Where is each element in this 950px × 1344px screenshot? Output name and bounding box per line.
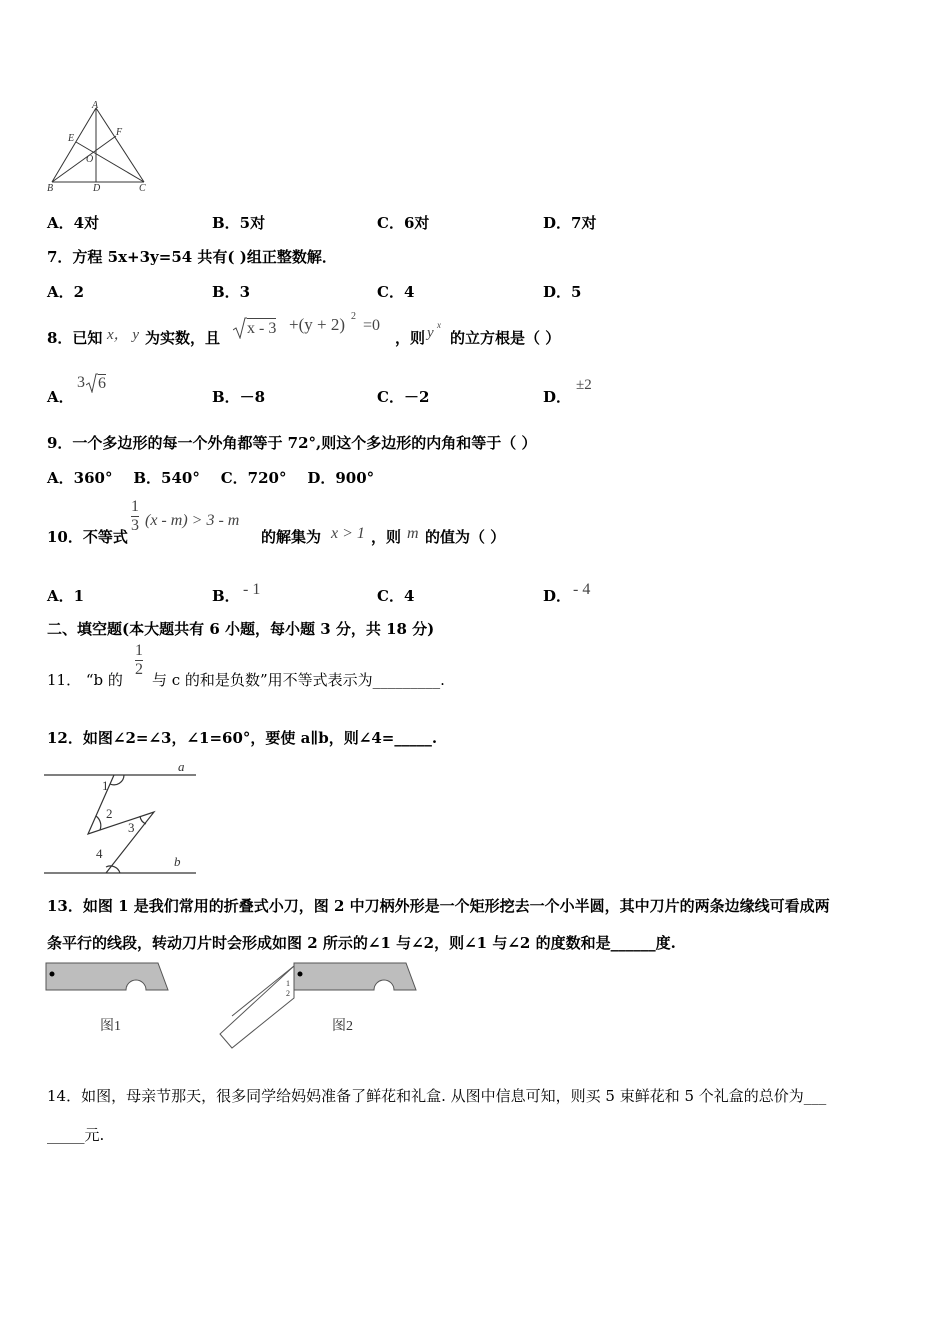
q8-vars: x， y [107, 327, 140, 343]
q8-then: ，则 [395, 329, 426, 347]
line-a-label: a [178, 759, 185, 774]
q8-option-b[interactable]: B．－8 [212, 388, 266, 406]
knife-figure-1 [44, 960, 174, 1050]
q10-ineq: (x - m) > 3 - m [145, 512, 240, 529]
q8-option-d-value: ±2 [576, 377, 592, 393]
figure-2-angle-2: 2 [286, 989, 290, 998]
q8-suffix: 的立方根是（ ） [450, 329, 561, 347]
angle-4-label: 4 [96, 846, 103, 861]
q9-question: 9．一个多边形的每一个外角都等于 72°,则这个多边形的内角和等于（ ） [47, 434, 537, 452]
q6-option-d[interactable]: D．7对 [543, 214, 597, 232]
q8-option-a-coef: 3 [77, 374, 85, 391]
q8-power-exp: x [437, 320, 441, 330]
q8-option-a[interactable] [47, 386, 74, 407]
q10-prefix: 10．不等式 [47, 528, 128, 546]
label-O: O [86, 154, 94, 165]
parallel-lines-figure [44, 756, 200, 878]
q10-option-d[interactable] [543, 585, 571, 606]
q8-eq-rest: +(y + 2) [289, 315, 345, 334]
triangle-figure [44, 100, 154, 192]
q8-option-a-rad: 6 [98, 375, 106, 392]
angle-2-label: 2 [106, 806, 113, 821]
figure-2-angle-1: 1 [286, 979, 290, 988]
q10-suffix: 的值为（ ） [425, 528, 506, 546]
q11-prefix: 11． “b 的 [47, 671, 123, 689]
q8-eq-exp: 2 [351, 311, 356, 322]
q8-root-content: x - 3 [247, 320, 277, 337]
q8-option-c[interactable]: C．－2 [377, 388, 430, 406]
q10-frac-num: 1 [131, 498, 139, 515]
q10-mid: 的解集为 [261, 528, 322, 546]
q10-option-b[interactable] [212, 585, 240, 606]
label-B: B [47, 183, 54, 192]
angle-1-label: 1 [102, 778, 109, 793]
q11-question [47, 642, 547, 690]
q7-option-b[interactable]: B．3 [212, 283, 251, 301]
label-F: F [116, 127, 123, 138]
q8-mid: 为实数，且 [145, 329, 221, 347]
q12-question: 12．如图∠2=∠3，∠1=60°，要使 a∥b，则∠4=_____. [47, 729, 438, 747]
q13-question-line1: 13．如图 1 是我们常用的折叠式小刀，图 2 中刀柄外形是一个矩形挖去一个小半圆，其中刀片的两条边缘线可看成两 [47, 897, 830, 915]
q10-option-b-value: - 1 [243, 581, 261, 598]
knife-figure-2 [218, 958, 422, 1050]
q10-option-d-value: - 4 [573, 581, 591, 598]
section-heading: 二、填空题(本大题共有 6 小题，每小题 3 分，共 18 分) [47, 620, 435, 638]
q13-question-line2: 条平行的线段，转动刀片时会形成如图 2 所示的∠1 与∠2，则∠1 与∠2 的度数和是______度. [47, 934, 676, 952]
q6-option-b[interactable]: B．5对 [212, 214, 266, 232]
label-E: E [68, 133, 75, 144]
q11-frac-den: 2 [135, 661, 143, 678]
q7-option-d[interactable]: D．5 [543, 283, 582, 301]
q10-option-c[interactable]: C．4 [377, 587, 415, 605]
sqrt-sign-icon [233, 317, 247, 339]
q7-option-c[interactable]: C．4 [377, 283, 415, 301]
q10-option-a[interactable]: A．1 [47, 587, 85, 605]
q11-suffix: 与 c 的和是负数”用不等式表示为_________. [152, 671, 445, 689]
q10-option-d-label: D． [543, 587, 572, 605]
q10-then: ，则 [371, 528, 402, 546]
line-b-label: b [174, 854, 181, 869]
q10-frac-den: 3 [131, 517, 139, 534]
q6-option-c[interactable]: C．6对 [377, 214, 430, 232]
q7-question: 7．方程 5x+3y=54 共有( )组正整数解． [47, 248, 337, 266]
label-C: C [139, 183, 146, 192]
angle-3-label: 3 [128, 820, 135, 835]
q10-option-b-label: B． [212, 587, 240, 605]
q8-option-d[interactable] [543, 386, 571, 407]
q7-option-a[interactable]: A．2 [47, 283, 85, 301]
label-A: A [92, 100, 99, 111]
q8-option-a-value [77, 372, 117, 396]
q10-solution: x > 1 [331, 525, 365, 542]
q11-frac-num: 1 [135, 642, 143, 659]
q11-fraction [135, 642, 143, 679]
q6-option-a[interactable]: A．4对 [47, 214, 100, 232]
q8-eq-end: =0 [363, 317, 381, 334]
q8-power-base: y [427, 325, 434, 341]
sqrt-sign-icon [86, 373, 98, 393]
q8-prefix: 8．已知 [47, 329, 103, 347]
q10-question [47, 498, 607, 546]
figure-1-caption: 图1 [100, 1019, 121, 1034]
label-D: D [93, 183, 101, 192]
q10-fraction [131, 498, 139, 535]
q9-options[interactable]: A．360° B．540° C．720° D．900° [47, 469, 375, 487]
q8-option-d-label: D． [543, 388, 572, 406]
figure-2-caption: 图2 [332, 1019, 353, 1034]
q14-question-line2: _____元. [47, 1126, 105, 1144]
q10-var: m [407, 525, 419, 542]
q14-question-line1: 14．如图，母亲节那天，很多同学给妈妈准备了鲜花和礼盒. 从图中信息可知，则买 5 束鲜花和 5 个礼盒的总价为___ [47, 1087, 827, 1105]
q8-option-a-label: A． [47, 388, 74, 406]
